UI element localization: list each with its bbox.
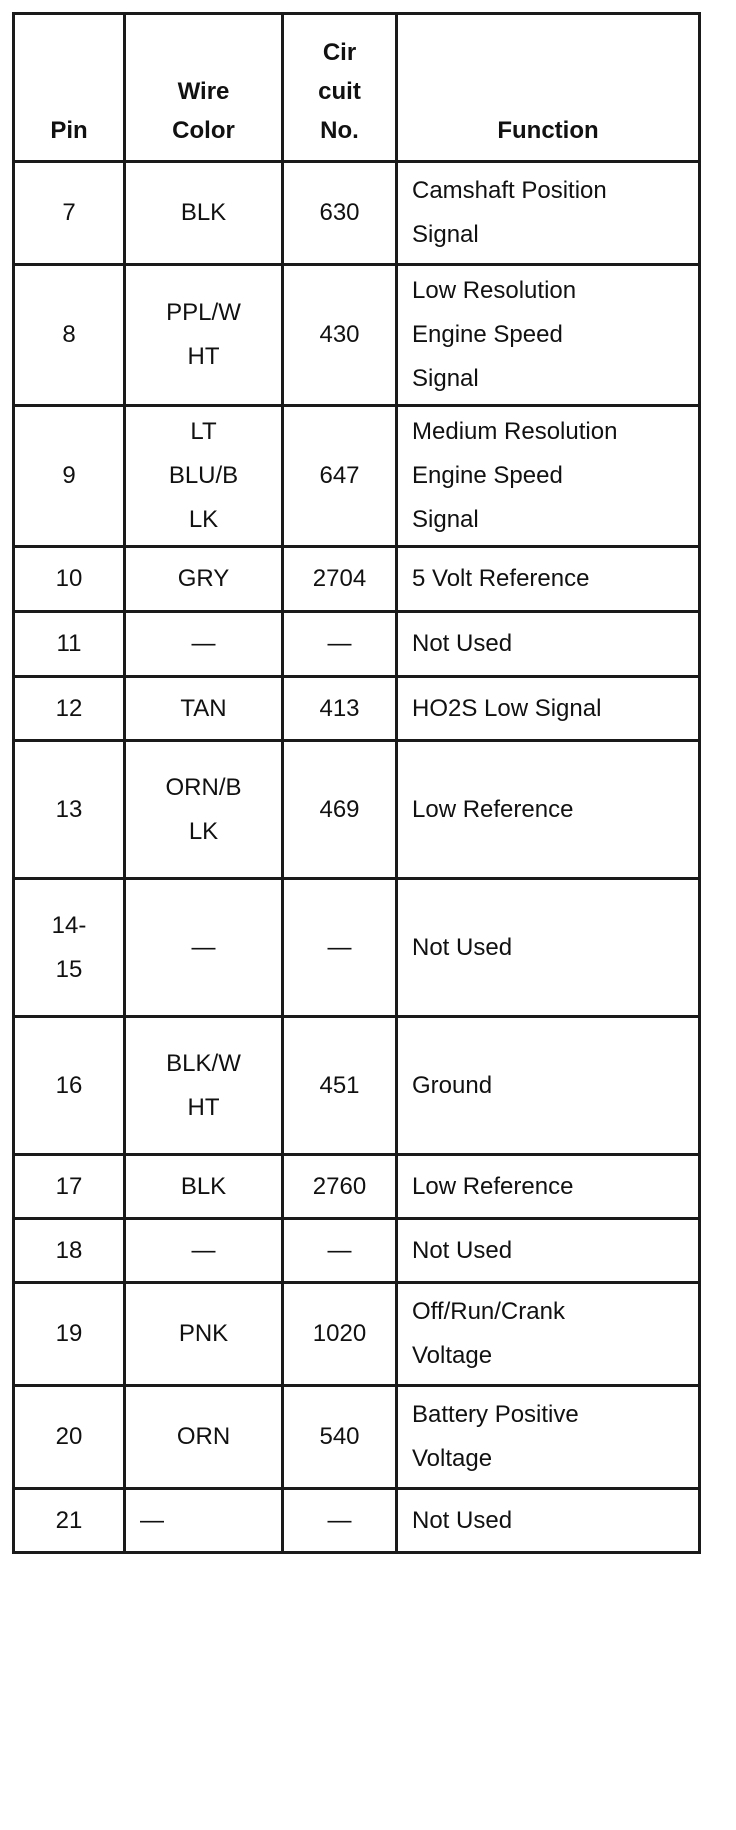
wire-color-cell: GRY bbox=[125, 547, 283, 612]
pin-cell: 8 bbox=[14, 265, 125, 406]
pin-cell: 18 bbox=[14, 1219, 125, 1283]
table-row bbox=[14, 265, 700, 406]
wire-color-cell: ORN/B LK bbox=[125, 741, 283, 879]
circuit-number-cell: 2704 bbox=[283, 547, 397, 612]
circuit-number-cell: 430 bbox=[283, 265, 397, 406]
table-row bbox=[14, 1386, 700, 1489]
wire-color-cell: ORN bbox=[125, 1386, 283, 1489]
function-cell: Battery Positive Voltage bbox=[397, 1386, 700, 1489]
wire-color-cell: PPL/W HT bbox=[125, 265, 283, 406]
table-row bbox=[14, 1489, 700, 1553]
table-row bbox=[14, 547, 700, 612]
header-circuit-number: Cir cuit No. bbox=[283, 14, 397, 162]
table-body bbox=[14, 162, 700, 1553]
circuit-number-cell: 540 bbox=[283, 1386, 397, 1489]
wire-color-cell: BLK bbox=[125, 1155, 283, 1219]
wire-color-cell: — bbox=[125, 612, 283, 677]
header-function: Function bbox=[397, 14, 700, 162]
circuit-number-cell: 451 bbox=[283, 1017, 397, 1155]
function-cell: Off/Run/Crank Voltage bbox=[397, 1283, 700, 1386]
circuit-number-cell: 413 bbox=[283, 677, 397, 741]
pin-cell: 11 bbox=[14, 612, 125, 677]
circuit-number-cell: 647 bbox=[283, 406, 397, 547]
table-row bbox=[14, 741, 700, 879]
function-cell: 5 Volt Reference bbox=[397, 547, 700, 612]
connector-pinout-table bbox=[12, 12, 701, 1554]
table-row bbox=[14, 1283, 700, 1386]
circuit-number-cell: — bbox=[283, 879, 397, 1017]
table-row bbox=[14, 162, 700, 265]
circuit-number-cell: — bbox=[283, 612, 397, 677]
pin-cell: 17 bbox=[14, 1155, 125, 1219]
table-row bbox=[14, 677, 700, 741]
function-cell: Low Reference bbox=[397, 1155, 700, 1219]
function-cell: Not Used bbox=[397, 1219, 700, 1283]
function-cell: Not Used bbox=[397, 612, 700, 677]
circuit-number-cell: 469 bbox=[283, 741, 397, 879]
pin-cell: 10 bbox=[14, 547, 125, 612]
function-cell: HO2S Low Signal bbox=[397, 677, 700, 741]
wire-color-cell: PNK bbox=[125, 1283, 283, 1386]
circuit-number-cell: — bbox=[283, 1489, 397, 1553]
pin-cell: 7 bbox=[14, 162, 125, 265]
pin-cell: 13 bbox=[14, 741, 125, 879]
function-cell: Camshaft Position Signal bbox=[397, 162, 700, 265]
pin-cell: 19 bbox=[14, 1283, 125, 1386]
function-cell: Not Used bbox=[397, 1489, 700, 1553]
table-row bbox=[14, 406, 700, 547]
function-cell: Ground bbox=[397, 1017, 700, 1155]
table-row bbox=[14, 1017, 700, 1155]
circuit-number-cell: 2760 bbox=[283, 1155, 397, 1219]
function-cell: Low Reference bbox=[397, 741, 700, 879]
pin-cell: 16 bbox=[14, 1017, 125, 1155]
wire-color-cell: — bbox=[125, 1219, 283, 1283]
wire-color-cell: — bbox=[125, 879, 283, 1017]
pin-cell: 21 bbox=[14, 1489, 125, 1553]
pin-cell: 12 bbox=[14, 677, 125, 741]
table-row bbox=[14, 612, 700, 677]
function-cell: Medium Resolution Engine Speed Signal bbox=[397, 406, 700, 547]
pin-cell: 14- 15 bbox=[14, 879, 125, 1017]
wire-color-cell: BLK/W HT bbox=[125, 1017, 283, 1155]
header-row bbox=[14, 14, 700, 162]
header-pin: Pin bbox=[14, 14, 125, 162]
header-wire-color: Wire Color bbox=[125, 14, 283, 162]
pin-cell: 20 bbox=[14, 1386, 125, 1489]
table-header bbox=[14, 14, 700, 162]
pin-cell: 9 bbox=[14, 406, 125, 547]
wire-color-cell: BLK bbox=[125, 162, 283, 265]
function-cell: Low Resolution Engine Speed Signal bbox=[397, 265, 700, 406]
table-row bbox=[14, 879, 700, 1017]
circuit-number-cell: 630 bbox=[283, 162, 397, 265]
table-row bbox=[14, 1219, 700, 1283]
wire-color-cell: TAN bbox=[125, 677, 283, 741]
wire-color-cell: LT BLU/B LK bbox=[125, 406, 283, 547]
circuit-number-cell: — bbox=[283, 1219, 397, 1283]
table-row bbox=[14, 1155, 700, 1219]
function-cell: Not Used bbox=[397, 879, 700, 1017]
circuit-number-cell: 1020 bbox=[283, 1283, 397, 1386]
wire-color-cell: — bbox=[125, 1489, 283, 1553]
